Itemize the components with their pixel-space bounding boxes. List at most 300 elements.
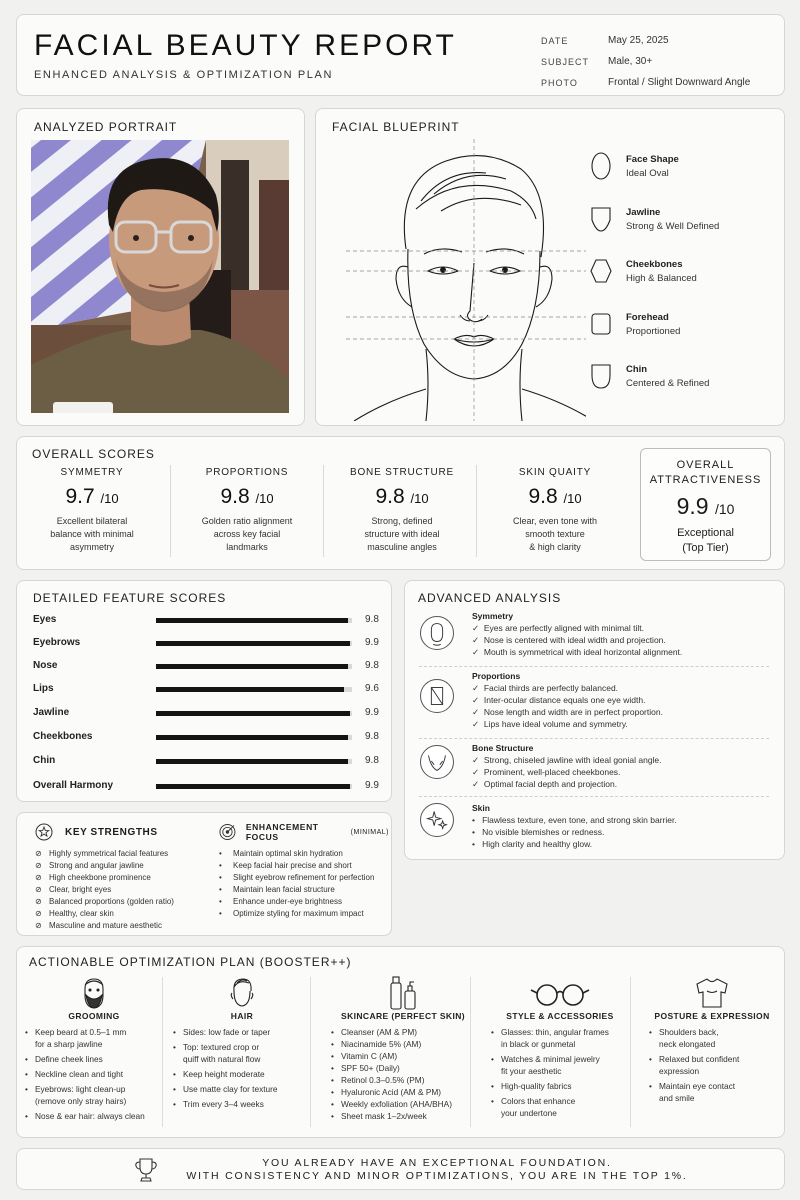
plan-item xyxy=(489,1053,631,1077)
overall-attractiveness-box xyxy=(640,448,771,561)
feature-name: Eyes xyxy=(33,614,57,625)
analysis-line-text: Flawless texture, even tone, and strong skin barrier. xyxy=(482,815,677,825)
check-circle-icon: ⊘ xyxy=(35,908,42,918)
analysis-line-text: Prominent, well-placed cheekbones. xyxy=(483,767,621,777)
analysis-line: ✓ Nose is centered with ideal width and projection. xyxy=(472,635,666,645)
meta-row-subject xyxy=(541,51,781,72)
plan-item-line: • Keep beard at 0.5–1 mm xyxy=(35,1027,127,1037)
enhancement-focus-header xyxy=(219,823,389,841)
blueprint-item-name: Face Shape xyxy=(626,153,679,165)
section-title: DETAILED FEATURE SCORES xyxy=(33,591,227,605)
plan-item-line: in black or gunmetal xyxy=(501,1039,576,1049)
key-strengths-list xyxy=(35,847,207,931)
report-meta xyxy=(541,30,781,93)
enhancement-title: ENHANCEMENT FOCUS xyxy=(245,822,319,842)
score-out-of: /10 xyxy=(563,491,582,506)
plan-item xyxy=(329,1086,477,1098)
plan-column-title: POSTURE & EXPRESSION xyxy=(654,1011,770,1021)
plan-item-line: • Glasses: thin, angular frames xyxy=(501,1027,609,1037)
plan-items xyxy=(647,1026,777,1104)
plan-item-line: • Shoulders back, xyxy=(659,1027,719,1037)
score-description xyxy=(17,515,167,554)
score-out-of: /10 xyxy=(410,491,429,506)
analysis-lines xyxy=(472,623,682,659)
plan-item-line: your undertone xyxy=(501,1108,557,1118)
divider xyxy=(419,738,769,739)
bullet-dot: • xyxy=(219,848,222,858)
meta-value: May 25, 2025 xyxy=(608,35,669,46)
strength-item xyxy=(35,883,207,895)
bullet-dot: • xyxy=(219,860,222,870)
plan-item-line: • Maintain eye contact xyxy=(659,1081,736,1091)
plan-item xyxy=(647,1053,777,1077)
enhancement-focus xyxy=(219,823,389,919)
enhancement-list xyxy=(219,847,389,919)
score-label: SYMMETRY xyxy=(60,467,124,478)
target-icon xyxy=(219,823,236,841)
score-desc-line: structure with ideal xyxy=(364,529,440,539)
face-sketch-illustration xyxy=(346,139,586,421)
score-bone-structure xyxy=(327,467,477,554)
meta-row-date xyxy=(541,30,781,51)
feature-name: Cheekbones xyxy=(33,731,93,742)
overall-desc-line: Exceptional xyxy=(677,527,734,539)
score-label: BONE STRUCTURE xyxy=(350,467,454,478)
plan-item-line: and smile xyxy=(659,1093,695,1103)
blueprint-item-desc: Strong & Well Defined xyxy=(626,220,720,232)
feature-name: Overall Harmony xyxy=(33,780,114,791)
glasses-icon xyxy=(530,975,590,1011)
feature-score-value: 9.8 xyxy=(365,755,379,766)
plan-column-title: HAIR xyxy=(230,1011,254,1021)
feature-score-bar xyxy=(156,711,350,716)
plan-item xyxy=(489,1026,631,1050)
check-circle-icon: ⊘ xyxy=(35,896,42,906)
plan-item-line: • Weekly exfoliation (AHA/BHA) xyxy=(341,1099,452,1109)
skincare-bottles-icon xyxy=(386,975,420,1011)
plan-item-line: • Sheet mask 1–2x/week xyxy=(341,1111,427,1121)
portrait-card xyxy=(16,108,305,426)
analysis-line: ✓ Eyes are perfectly aligned with minimal tilt. xyxy=(472,623,645,633)
plan-items xyxy=(23,1026,165,1122)
hexagon-shape-icon xyxy=(590,256,612,286)
feature-name: Eyebrows xyxy=(33,637,81,648)
section-title: ADVANCED ANALYSIS xyxy=(418,591,562,605)
feature-score-bar xyxy=(156,687,344,692)
strength-text: Strong and angular jawline xyxy=(49,860,144,870)
plan-item-line: • Nose & ear hair: always clean xyxy=(35,1111,145,1121)
feature-score-bar xyxy=(156,618,348,623)
analysis-line: • Flawless texture, even tone, and strong skin barrier. xyxy=(472,815,677,825)
advanced-analysis-card xyxy=(404,580,785,860)
feature-score-bar xyxy=(156,759,348,764)
plan-item xyxy=(23,1026,165,1050)
score-desc-line: smooth texture xyxy=(525,529,585,539)
plan-item-line: • Retinol 0.3–0.5% (PM) xyxy=(341,1075,425,1085)
check-circle-icon: ⊘ xyxy=(35,884,42,894)
enhancement-text: Maintain optimal skin hydration xyxy=(233,848,343,858)
score-desc-line: asymmetry xyxy=(69,542,114,552)
plan-item-line: • Neckline clean and tight xyxy=(35,1069,124,1079)
plan-item-line: • Use matte clay for texture xyxy=(183,1084,278,1094)
plan-item xyxy=(23,1110,165,1122)
feature-score-row xyxy=(33,780,378,794)
strength-text: Highly symmetrical facial features xyxy=(49,848,169,858)
plan-items xyxy=(171,1026,313,1110)
plan-item-line: • Niacinamide 5% (AM) xyxy=(341,1039,422,1049)
feature-score-value: 9.9 xyxy=(365,780,379,791)
analysis-line: ✓ Inter-ocular distance equals one eye width. xyxy=(472,695,646,705)
score-desc-line: across key facial xyxy=(213,529,281,539)
analysis-line: ✓ Prominent, well-placed cheekbones. xyxy=(472,767,621,777)
analysis-block-bone-structure xyxy=(418,743,773,793)
plan-item xyxy=(23,1083,165,1107)
ratio-frame-icon xyxy=(420,679,454,713)
key-strengths xyxy=(35,823,207,931)
score-desc-line: Golden ratio alignment xyxy=(201,516,293,526)
feature-name: Nose xyxy=(33,660,58,671)
strength-item xyxy=(35,895,207,907)
plan-column-hair xyxy=(171,975,313,1113)
plan-column-posture xyxy=(647,975,777,1107)
check-circle-icon: ⊘ xyxy=(35,860,42,870)
plan-item xyxy=(329,1038,477,1050)
score-number: 9.8 xyxy=(220,485,250,508)
plan-item-line: neck elongated xyxy=(659,1039,716,1049)
score-description xyxy=(327,515,477,554)
plan-item-line: (remove only stray hairs) xyxy=(35,1096,127,1106)
divider xyxy=(470,977,471,1127)
overall-label-line: OVERALL xyxy=(676,459,735,471)
plan-item-line: • Keep height moderate xyxy=(183,1069,265,1079)
strength-item xyxy=(35,859,207,871)
analysis-line: ✓ Strong, chiseled jawline with ideal gonial angle. xyxy=(472,755,662,765)
plan-item xyxy=(171,1083,313,1095)
feature-score-row xyxy=(33,614,378,628)
score-desc-line: balance with minimal xyxy=(50,529,134,539)
plan-item-line: • Sides: low fade or taper xyxy=(183,1027,271,1037)
feature-name: Jawline xyxy=(33,707,70,718)
analysis-title: Proportions xyxy=(472,671,521,681)
bullet-dot: • xyxy=(219,884,222,894)
plan-item-line: • Top: textured crop or xyxy=(183,1042,260,1052)
plan-item xyxy=(23,1053,165,1065)
plan-item xyxy=(329,1074,477,1086)
jaw-bone-icon xyxy=(420,745,454,779)
meta-key: DATE xyxy=(541,35,569,46)
blueprint-item-cheekbones xyxy=(590,256,697,286)
enhancement-text: Slight eyebrow refinement for perfection xyxy=(233,872,375,882)
plan-column-title: GROOMING xyxy=(68,1011,120,1021)
feature-score-row xyxy=(33,755,378,769)
strength-text: Masculine and mature aesthetic xyxy=(49,920,162,930)
portrait-illustration xyxy=(31,140,289,413)
check-circle-icon: ⊘ xyxy=(35,872,42,882)
analysis-line-text: Lips have ideal volume and symmetry. xyxy=(483,719,628,729)
feature-score-bar xyxy=(156,641,350,646)
overall-desc-line: (Top Tier) xyxy=(682,542,729,554)
score-desc-line: & high clarity xyxy=(529,542,581,552)
analysis-lines xyxy=(472,755,662,791)
beard-face-icon xyxy=(79,975,109,1011)
face-outline-icon xyxy=(420,616,454,650)
plan-item xyxy=(329,1110,477,1122)
divider xyxy=(419,666,769,667)
score-value xyxy=(172,485,322,509)
plan-item-line: • High-quality fabrics xyxy=(501,1081,572,1091)
star-badge-icon xyxy=(35,823,53,841)
feature-score-track xyxy=(156,687,352,692)
plan-item xyxy=(171,1041,313,1065)
plan-column-style xyxy=(489,975,631,1122)
enhancement-item xyxy=(219,871,389,883)
feature-score-value: 9.8 xyxy=(365,660,379,671)
feature-score-value: 9.6 xyxy=(365,683,379,694)
feature-score-track xyxy=(156,784,352,789)
plan-item-line: for a sharp jawline xyxy=(35,1039,103,1049)
score-number: 9.8 xyxy=(375,485,405,508)
feature-name: Chin xyxy=(33,755,56,766)
score-out-of: /10 xyxy=(255,491,274,506)
analysis-block-symmetry xyxy=(418,611,773,663)
plan-item-line: • SPF 50+ (Daily) xyxy=(341,1063,400,1073)
feature-score-track xyxy=(156,664,352,669)
score-value xyxy=(480,485,630,509)
analysis-title: Bone Structure xyxy=(472,743,534,753)
analysis-line: ✓ Mouth is symmetrical with ideal horizontal alignment. xyxy=(472,647,683,657)
enhancement-text: Keep facial hair precise and short xyxy=(233,860,352,870)
score-desc-line: landmarks xyxy=(226,542,268,552)
plan-item-line: • Vitamin C (AM) xyxy=(341,1051,398,1061)
plan-item-line: • Eyebrows: light clean-up xyxy=(35,1084,126,1094)
analysis-lines xyxy=(472,815,677,851)
score-number: 9.8 xyxy=(528,485,558,508)
enhancement-item xyxy=(219,907,389,919)
torso-icon xyxy=(693,975,731,1011)
plan-item xyxy=(171,1098,313,1110)
enhancement-item xyxy=(219,847,389,859)
plan-item xyxy=(647,1080,777,1104)
section-title: ANALYZED PORTRAIT xyxy=(34,120,178,134)
score-description xyxy=(480,515,630,554)
score-description xyxy=(172,515,322,554)
footer-card xyxy=(16,1148,785,1190)
blueprint-item-jawline xyxy=(590,204,719,234)
overall-out-of: /10 xyxy=(714,501,735,517)
section-title: FACIAL BLUEPRINT xyxy=(332,120,460,134)
analysis-line-text: Inter-ocular distance equals one eye width. xyxy=(483,695,646,705)
analysis-line-text: Mouth is symmetrical with ideal horizontal alignment. xyxy=(483,647,683,657)
plan-item xyxy=(329,1062,477,1074)
feature-score-track xyxy=(156,711,352,716)
meta-key: PHOTO xyxy=(541,77,578,88)
report-header xyxy=(16,14,785,96)
blueprint-card xyxy=(315,108,785,426)
score-number: 9.7 xyxy=(65,485,95,508)
divider xyxy=(310,977,311,1127)
strength-text: Healthy, clear skin xyxy=(49,908,114,918)
feature-scores-card xyxy=(16,580,392,802)
enhancement-text: Optimize styling for maximum impact xyxy=(233,908,364,918)
feature-score-bar xyxy=(156,735,348,740)
strength-item xyxy=(35,871,207,883)
feature-score-value: 9.9 xyxy=(365,637,379,648)
analysis-line-text: Eyes are perfectly aligned with minimal tilt. xyxy=(483,623,645,633)
report-subtitle: ENHANCED ANALYSIS & OPTIMIZATION PLAN xyxy=(34,69,334,81)
analysis-title: Symmetry xyxy=(472,611,514,621)
key-strengths-title: KEY STRENGTHS xyxy=(65,826,158,838)
divider xyxy=(162,977,163,1127)
feature-score-row xyxy=(33,660,378,674)
analysis-line: • No visible blemishes or redness. xyxy=(472,827,605,837)
plan-item xyxy=(23,1068,165,1080)
feature-score-row xyxy=(33,731,378,745)
plan-column-grooming xyxy=(23,975,165,1125)
feature-score-track xyxy=(156,618,352,623)
plan-column-skincare xyxy=(329,975,477,1122)
optimization-plan-card xyxy=(16,946,785,1138)
footer-line-1: YOU ALREADY HAVE AN EXCEPTIONAL FOUNDATION. xyxy=(262,1157,612,1169)
plan-item xyxy=(329,1026,477,1038)
feature-name: Lips xyxy=(33,683,54,694)
plan-item-line: expression xyxy=(659,1066,700,1076)
analysis-line-text: Strong, chiseled jawline with ideal gonial angle. xyxy=(483,755,662,765)
feature-score-bar xyxy=(156,664,348,669)
divider xyxy=(476,465,477,557)
analysis-line: ✓ Optimal facial depth and projection. xyxy=(472,779,618,789)
enhancement-text: Maintain lean facial structure xyxy=(233,884,335,894)
plan-item-line: • Watches & minimal jewelry xyxy=(501,1054,600,1064)
blueprint-item-chin xyxy=(590,361,709,391)
plan-item-line: fit your aesthetic xyxy=(501,1066,562,1076)
plan-items xyxy=(489,1026,631,1119)
strength-item xyxy=(35,919,207,931)
overall-value xyxy=(641,493,770,520)
feature-score-value: 9.8 xyxy=(365,614,379,625)
enhancement-text: Enhance under-eye brightness xyxy=(233,896,342,906)
plan-item-line: • Cleanser (AM & PM) xyxy=(341,1027,418,1037)
score-desc-line: Excellent bilateral xyxy=(56,516,128,526)
overall-number: 9.9 xyxy=(676,493,709,519)
analysis-line: ✓ Lips have ideal volume and symmetry. xyxy=(472,719,628,729)
analysis-line-text: No visible blemishes or redness. xyxy=(482,827,605,837)
feature-score-row xyxy=(33,637,378,651)
strengths-enhancement-card xyxy=(16,812,392,936)
meta-key: SUBJECT xyxy=(541,56,590,67)
feature-score-row xyxy=(33,707,378,721)
enhancement-item xyxy=(219,859,389,871)
plan-item xyxy=(329,1050,477,1062)
strength-text: Balanced proportions (golden ratio) xyxy=(49,896,174,906)
overall-label-line: ATTRACTIVENESS xyxy=(649,474,762,486)
blueprint-item-name: Forehead xyxy=(626,311,669,323)
footer-line-2: WITH CONSISTENCY AND MINOR OPTIMIZATIONS, YOU ARE IN THE TOP 1%. xyxy=(186,1170,688,1182)
analysis-lines xyxy=(472,683,663,731)
bullet-dot: • xyxy=(219,896,222,906)
plan-item xyxy=(329,1098,477,1110)
score-desc-line: masculine angles xyxy=(367,542,437,552)
section-title: ACTIONABLE OPTIMIZATION PLAN (BOOSTER++) xyxy=(29,955,352,969)
bullet-dot: • xyxy=(219,908,222,918)
plan-item xyxy=(489,1095,631,1119)
plan-items xyxy=(329,1026,477,1122)
strength-item xyxy=(35,847,207,859)
footer-message xyxy=(147,1157,727,1183)
meta-value: Male, 30+ xyxy=(608,56,653,67)
chin-shape-icon xyxy=(590,361,612,391)
plan-item-line: • Trim every 3–4 weeks xyxy=(183,1099,264,1109)
score-value xyxy=(17,485,167,509)
blueprint-item-desc: Proportioned xyxy=(626,325,681,337)
blueprint-item-name: Jawline xyxy=(626,206,661,218)
plan-item-line: • Hyaluronic Acid (AM & PM) xyxy=(341,1087,442,1097)
feature-score-track xyxy=(156,759,352,764)
blueprint-item-desc: Ideal Oval xyxy=(626,167,669,179)
plan-item xyxy=(171,1026,313,1038)
enhancement-item xyxy=(219,895,389,907)
overall-description xyxy=(641,526,770,556)
analysis-block-skin xyxy=(418,803,773,853)
plan-column-title: STYLE & ACCESSORIES xyxy=(506,1011,614,1021)
enhancement-item xyxy=(219,883,389,895)
strength-text: High cheekbone prominence xyxy=(49,872,151,882)
oval-shape-icon xyxy=(590,151,612,181)
bullet-dot: • xyxy=(219,872,222,882)
score-proportions xyxy=(172,467,322,554)
strength-text: Clear, bright eyes xyxy=(49,884,112,894)
check-circle-icon: ⊘ xyxy=(35,848,42,858)
plan-item xyxy=(489,1080,631,1092)
analysis-block-proportions xyxy=(418,671,773,731)
plan-item-line: • Colors that enhance xyxy=(501,1096,576,1106)
plan-item-line: quiff with natural flow xyxy=(183,1054,261,1064)
blueprint-item-name: Chin xyxy=(626,363,648,375)
score-desc-line: Strong, defined xyxy=(371,516,433,526)
meta-row-photo xyxy=(541,72,781,93)
feature-score-row xyxy=(33,683,378,697)
analysis-line: • High clarity and healthy glow. xyxy=(472,839,593,849)
key-strengths-header xyxy=(35,823,207,841)
analysis-line: ✓ Facial thirds are perfectly balanced. xyxy=(472,683,619,693)
meta-value: Frontal / Slight Downward Angle xyxy=(608,77,751,88)
plan-column-title: SKINCARE (PERFECT SKIN) xyxy=(341,1011,465,1021)
analysis-line-text: Optimal facial depth and projection. xyxy=(483,779,618,789)
analysis-line-text: Nose length and width are in perfect proportion. xyxy=(483,707,663,717)
score-value xyxy=(327,485,477,509)
feature-score-track xyxy=(156,641,352,646)
enhancement-qualifier: (MINIMAL) xyxy=(350,828,389,836)
sparkle-icon xyxy=(420,803,454,837)
score-label: PROPORTIONS xyxy=(205,467,289,478)
analysis-line: ✓ Nose length and width are in perfect proportion. xyxy=(472,707,663,717)
feature-score-bar xyxy=(156,784,350,789)
square-shape-icon xyxy=(590,309,612,339)
portrait-photo xyxy=(31,140,289,413)
report-title: FACIAL BEAUTY REPORT xyxy=(34,29,457,62)
divider xyxy=(323,465,324,557)
blueprint-item-face-shape xyxy=(590,151,679,181)
feature-score-track xyxy=(156,735,352,740)
divider xyxy=(419,796,769,797)
overall-scores-card xyxy=(16,436,785,570)
score-out-of: /10 xyxy=(100,491,119,506)
score-desc-line: Clear, even tone with xyxy=(512,516,598,526)
analysis-line-text: Facial thirds are perfectly balanced. xyxy=(483,683,619,693)
hair-head-icon xyxy=(227,975,257,1011)
plan-item xyxy=(647,1026,777,1050)
score-label: SKIN QUAITY xyxy=(518,467,592,478)
score-symmetry xyxy=(17,467,167,554)
